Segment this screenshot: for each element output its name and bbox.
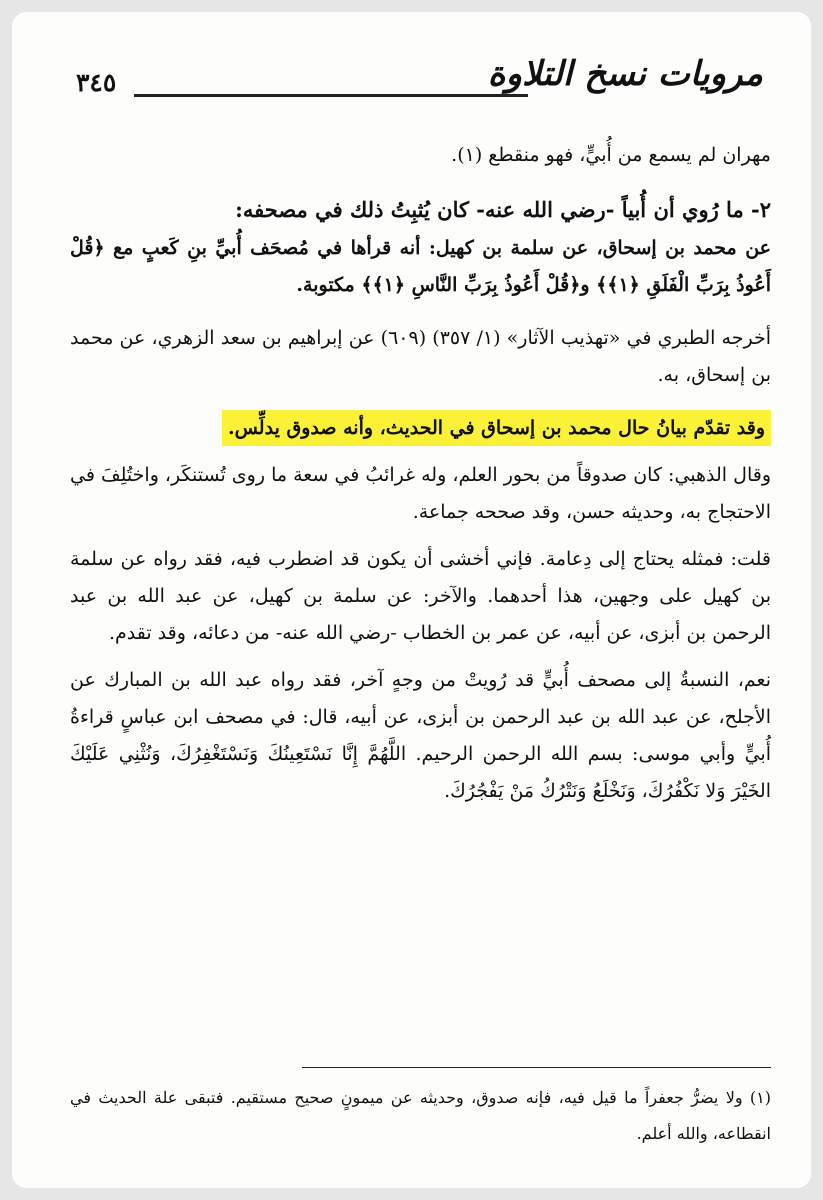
highlighted-sentence: وقد تقدّم بيانُ حال محمد بن إسحاق في الحديث، وأنه صدوق يدلِّس. [222, 410, 771, 446]
page-body [70, 137, 771, 810]
paragraph-continuation: مهران لم يسمع من أُبيٍّ، فهو منقطع (١). [451, 144, 771, 166]
header-rule [134, 94, 528, 97]
paragraph-narration: عن محمد بن إسحاق، عن سلمة بن كهيل: أنه قرأها في مُصحَف أُبيِّ بنِ كَعبٍ مع ﴿قُلْ أَعُوذُ بِرَبِّ الْفَلَقِ ﴿١﴾﴾ و﴿قُلْ أَعُوذُ بِرَبِّ النَّاسِ ﴿١﴾﴾ مكتوبة. [70, 237, 771, 296]
page-number: ٣٤٥ [76, 68, 117, 97]
book-page [12, 12, 811, 1188]
running-title: مرويات نسخ التلاوة [487, 54, 763, 94]
paragraph-dhahabi: وقال الذهبي: كان صدوقاً من بحور العلم، وله غرائبُ في سعة ما روى تُستنكَر، واختُلِفَ في الاحتجاج به، وحديثه حسن، وقد صححه جماعة. [70, 464, 771, 523]
paragraph-highlighted [70, 410, 771, 447]
paragraph-takhrij: أخرجه الطبري في «تهذيب الآثار» (١/ ٣٥٧) (٦٠٩) عن إبراهيم بن سعد الزهري، عن محمد بن إسحاق، به. [70, 327, 771, 386]
section-heading: ٢- ما رُوي أن أُبياً -رضي الله عنه- كان يُثبِتُ ذلك في مصحفه: [235, 197, 771, 222]
page-header [74, 54, 763, 110]
paragraph-qultu: قلت: فمثله يحتاج إلى دِعامة. فإني أخشى أن يكون قد اضطرب فيه، فقد رواه عن سلمة بن كهيل على وجهين، هذا أحدهما. والآخر: عن سلمة بن كهيل، عن عبد الله بن عبد الرحمن بن أبزى، عن أبيه، عن عمر بن الخطاب -رضي الله عنه- من دعائه، وقد تقدم. [70, 548, 771, 644]
footnote-rule [302, 1067, 771, 1068]
footnote: (١) ولا يضرُّ جعفراً ما قيل فيه، فإنه صدوق، وحديثه عن ميمونٍ صحيح مستقيم. فتبقى علة الحديث في انقطاعه، والله أعلم. [70, 1088, 771, 1143]
paragraph-naam: نعم، النسبةُ إلى مصحف أُبيٍّ قد رُويتْ من وجهٍ آخر، فقد رواه عبد الله بن المبارك عن الأجلح، عن عبد الله بن عبد الرحمن بن أبزى، عن أبيه، قال: في مصحف ابن عباسٍ قراءةُ أُبيٍّ وأبي موسى: بسم الله الرحمن الرحيم. اللَّهُمَّ إِنَّا نَسْتَعِينُكَ وَنَسْتَغْفِرُكَ، وَنُثْنِي عَلَيْكَ الخَيْرَ وَلا نَكْفُرُكَ، وَنَخْلَعُ وَنَتْرُكُ مَنْ يَفْجُرُكَ. [70, 669, 771, 802]
